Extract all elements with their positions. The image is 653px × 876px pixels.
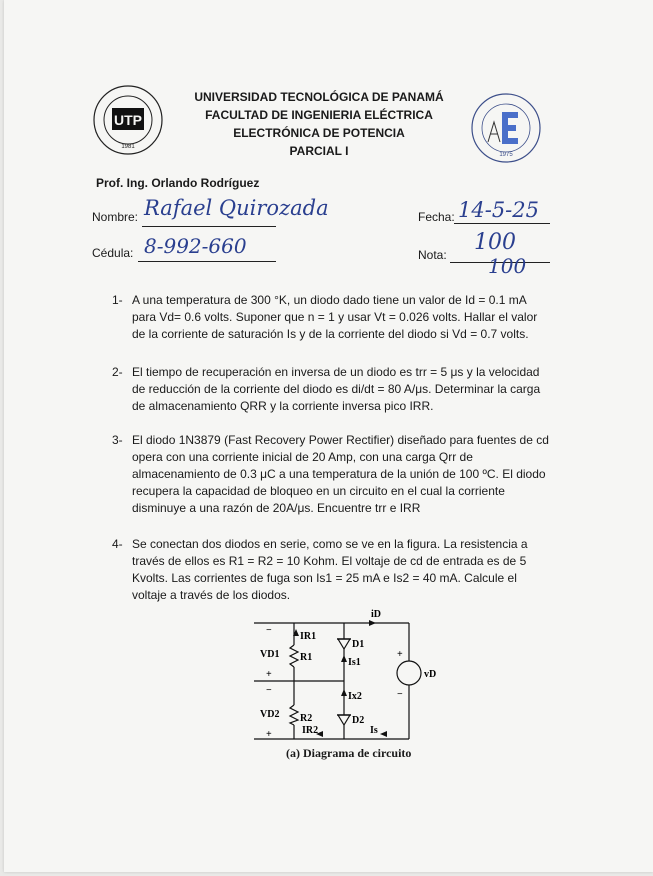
question-number: 3-: [112, 433, 123, 447]
circuit-wires: [254, 623, 409, 739]
label-ix2: Ix2: [348, 691, 362, 702]
label-vd2: VD2: [260, 709, 280, 720]
label-r2: R2: [300, 713, 313, 724]
question-number: 1-: [112, 293, 123, 307]
university-name: UNIVERSIDAD TECNOLÓGICA DE PANAMÁ: [194, 90, 444, 104]
utp-logo-text: UTP: [114, 112, 142, 128]
sign-plus-source: +: [397, 649, 403, 660]
label-ir1: IR1: [300, 631, 317, 642]
sign-plus-vd1: +: [266, 669, 272, 680]
course-name: ELECTRÓNICA DE POTENCIA: [233, 126, 405, 140]
label-r1: R1: [300, 652, 313, 663]
label-vd: vD: [424, 669, 437, 680]
question-2: [112, 364, 552, 415]
fecha-label: Fecha:: [418, 210, 455, 224]
label-is1: Is1: [348, 657, 361, 668]
sign-minus-top: −: [266, 625, 272, 636]
diode-d1-icon: [337, 639, 351, 649]
question-text: El diodo 1N3879 (Fast Recovery Power Rectifier) diseñado para fuentes de cd opera con una corriente inicial de 20 Amp, con una carga Qrr de almacenamiento de 0.3 μC a una temperatura de la unión de 100 ºC. El diodo recupera la capacidad de bloqueo en un circuito en el cual la corriente disminuye a una razón de 20A/μs. Encuentre trr e IRR: [132, 433, 549, 515]
resistor-r1: [290, 645, 298, 667]
question-text: El tiempo de recuperación en inversa de un diodo es trr = 5 μs y la velocidad de reducción de la corriente del diodo es di/dt = 80 A/μs. Determinar la carga de almacenamiento QRR y la corriente inversa pico IRR.: [132, 365, 541, 413]
professor-name: Prof. Ing. Orlando Rodríguez: [96, 176, 260, 190]
nota-value: 100: [474, 230, 516, 255]
question-1: [112, 292, 552, 343]
label-is: Is: [370, 725, 378, 736]
resistor-r2: [290, 705, 298, 725]
utp-logo: [88, 80, 168, 160]
label-d2: D2: [352, 715, 365, 726]
question-number: 4-: [112, 537, 123, 551]
sign-plus-bottom: +: [266, 729, 272, 740]
faculty-name: FACULTAD DE INGENIERIA ELÉCTRICA: [205, 108, 433, 122]
exam-sheet: [4, 0, 653, 872]
label-id: iD: [371, 609, 381, 620]
cedula-label: Cédula:: [92, 246, 134, 260]
exam-title: PARCIAL I: [289, 144, 349, 158]
faculty-logo-year: 1975: [499, 152, 513, 158]
circuit-diagram: [244, 605, 444, 745]
question-number: 2-: [112, 365, 123, 379]
nota-denominator: 100: [488, 254, 527, 278]
cedula-line: [138, 261, 276, 262]
question-3: [112, 432, 552, 517]
question-text: Se conectan dos diodos en serie, como se ve en la figura. La resistencia a través de ellos es R1 = R2 = 10 Kohm. El voltaje de cd de entrada es de 5 Kvolts. Las corrientes de fuga son Is1 = 25 mA e Is2 = 40 mA. Calcule el voltaje a través de los diodos.: [132, 537, 528, 602]
fecha-value: 14-5-25: [458, 198, 539, 222]
exam-header: [194, 88, 444, 160]
nombre-label: Nombre:: [92, 210, 139, 224]
faculty-logo: [466, 88, 546, 168]
tower-icon: [488, 122, 500, 142]
letter-e-icon: [502, 112, 518, 144]
nombre-value: Rafael Quirozada: [144, 196, 329, 220]
question-text: A una temperatura de 300 °K, un diodo dado tiene un valor de Id = 0.1 mA para Vd= 0.6 volts. Suponer que n = 1 y usar Vt = 0.026 volts. Hallar el valor de la corriente de saturación Is y de la corriente del diodo si Vd = 0.7 volts.: [132, 293, 538, 341]
circuit-caption: (a) Diagrama de circuito: [286, 746, 412, 760]
sign-minus-vd2: −: [266, 685, 272, 696]
voltage-source-icon: [397, 661, 421, 685]
label-ir2: IR2: [302, 725, 319, 736]
nombre-line: [142, 226, 276, 227]
sign-minus-source: −: [397, 689, 403, 700]
question-4: [112, 536, 552, 604]
cedula-value: 8-992-660: [144, 234, 247, 258]
nota-label: Nota:: [418, 248, 447, 262]
label-d1: D1: [352, 639, 365, 650]
utp-logo-year: 1981: [121, 144, 135, 150]
label-vd1: VD1: [260, 649, 280, 660]
fecha-line: [454, 223, 550, 224]
diode-d2-icon: [337, 715, 351, 725]
